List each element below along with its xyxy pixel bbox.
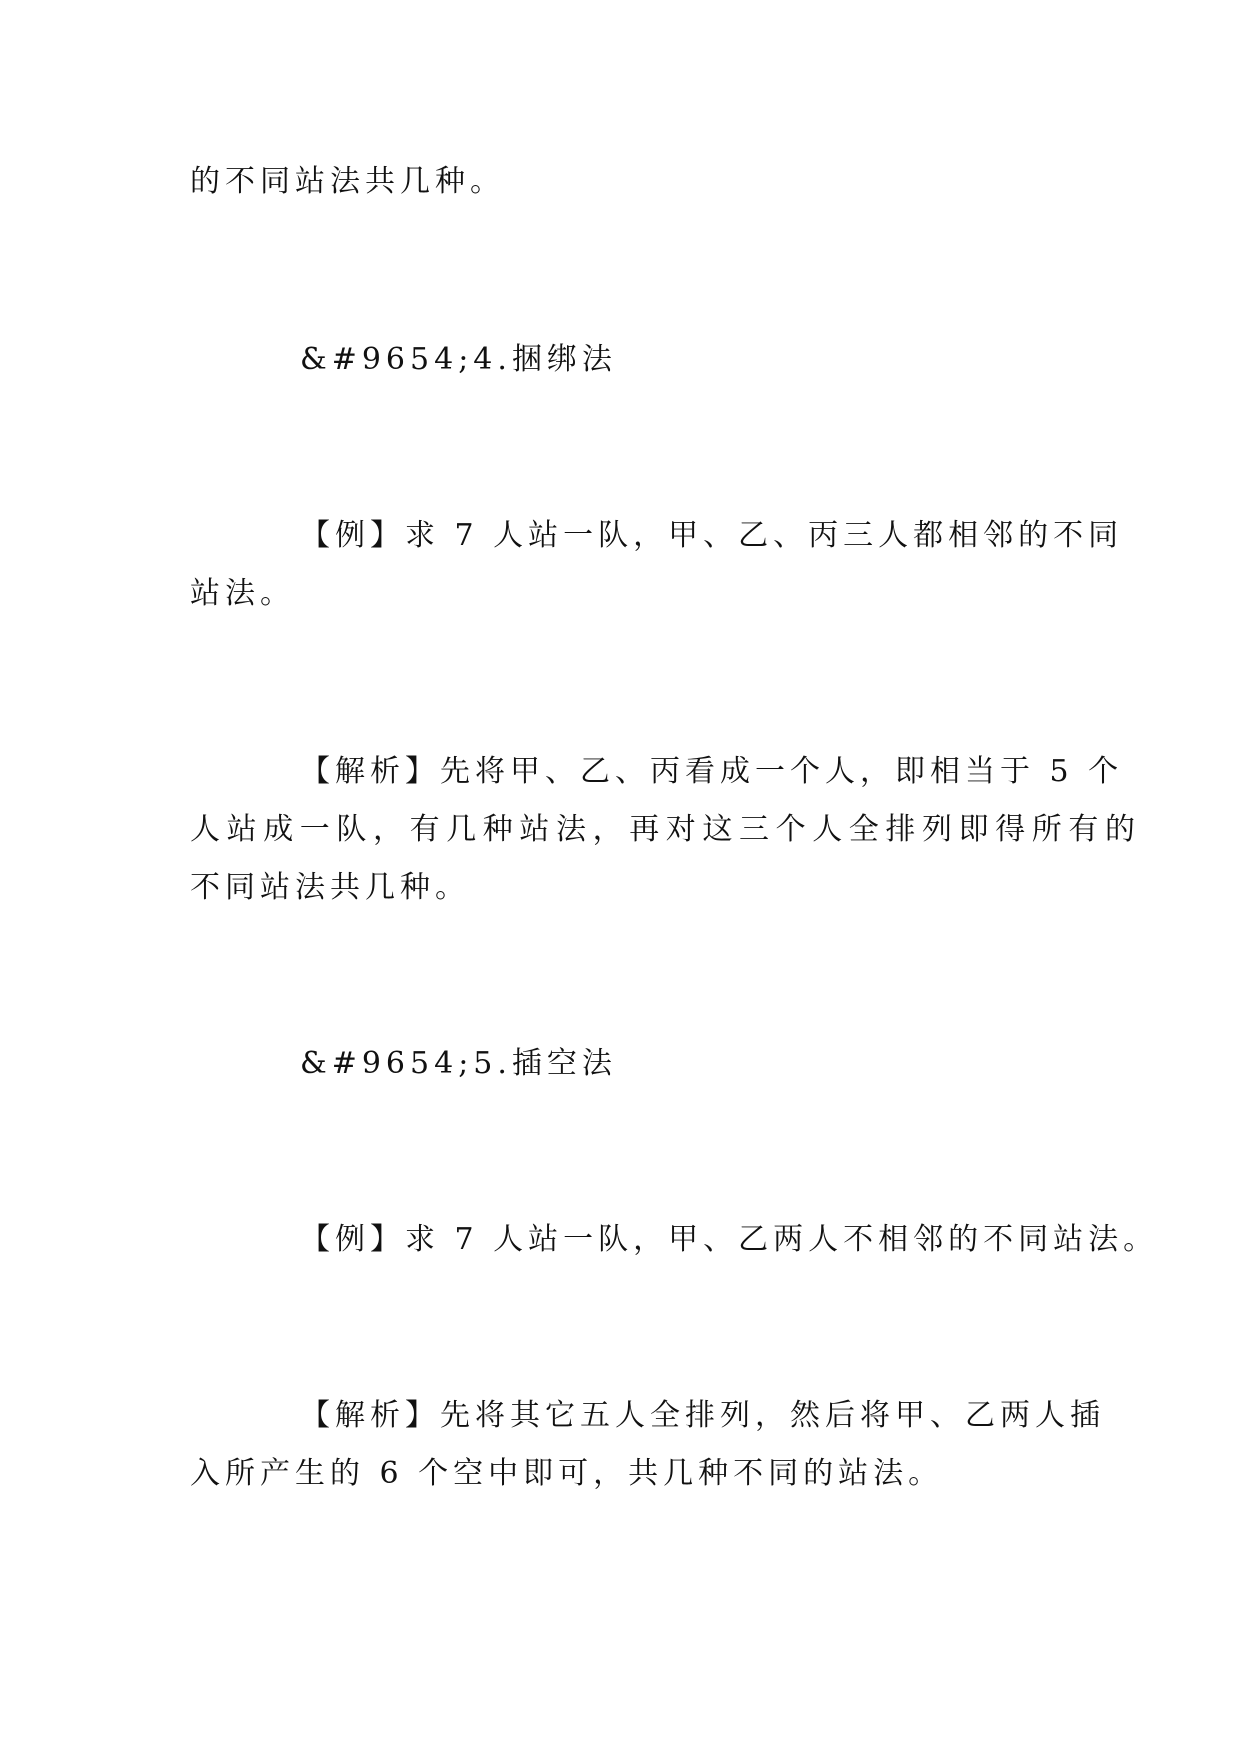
example-line: 【例】求 7 人站一队，甲、乙两人不相邻的不同站法。 (300, 1222, 1159, 1257)
example-line: 【例】求 7 人站一队，甲、乙、丙三人都相邻的不同 (300, 518, 1124, 553)
text-line: 入所产生的 6 个空中即可，共几种不同的站法。 (190, 1456, 944, 1491)
analysis-line: 【解析】先将其它五人全排列，然后将甲、乙两人插 (300, 1398, 1105, 1433)
section-heading: &#9654;5.插空法 (300, 1046, 617, 1081)
text-line: 人站成一队，有几种站法，再对这三个人全排列即得所有的 (190, 812, 1142, 847)
text-line: 站法。 (190, 576, 295, 611)
text-line: 不同站法共几种。 (190, 870, 470, 905)
section-heading: &#9654;4.捆绑法 (300, 342, 617, 377)
analysis-line: 【解析】先将甲、乙、丙看成一个人，即相当于 5 个 (300, 754, 1124, 789)
text-line: 的不同站法共几种。 (190, 164, 505, 199)
